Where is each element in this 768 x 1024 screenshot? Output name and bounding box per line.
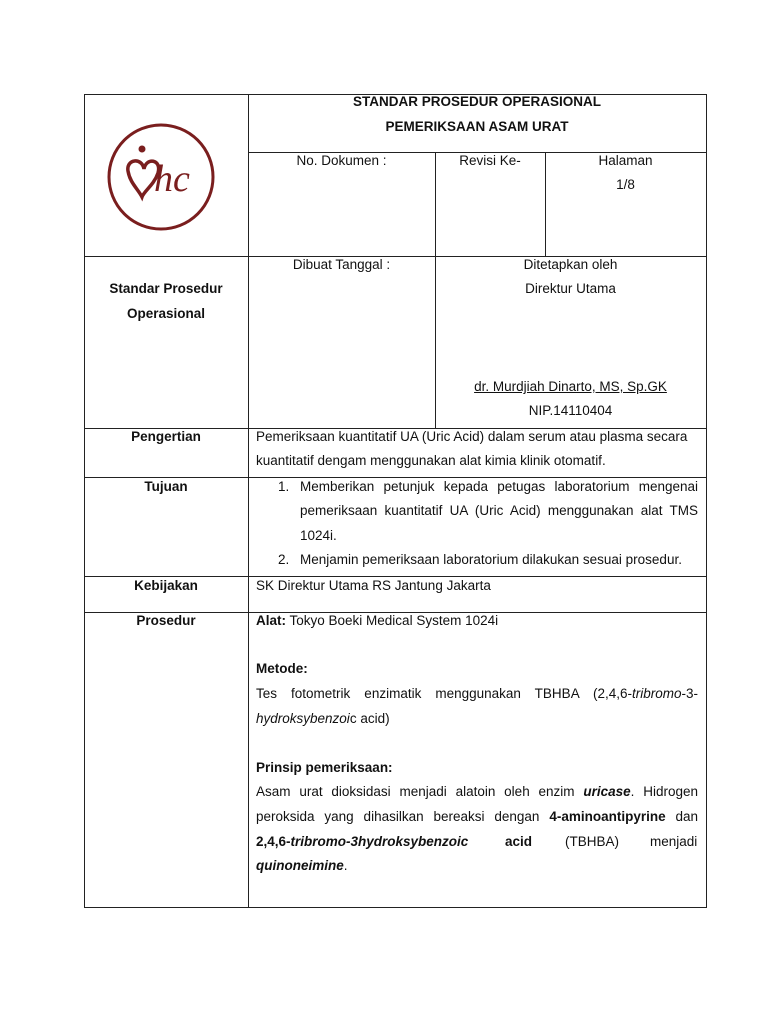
- doc-number-label: No. Dokumen :: [296, 153, 387, 168]
- metode-label: Metode:: [256, 661, 308, 676]
- prinsip-line3-menjadi: menjadi: [650, 834, 698, 849]
- kebijakan-label: Kebijakan: [134, 578, 198, 593]
- approved-by-label: Ditetapkan oleh: [523, 257, 618, 272]
- prinsip-line1: [256, 783, 698, 801]
- metode-line1-text: Tes fotometrik enzimatik menggunakan TBHBA (2,4,6-: [256, 686, 632, 701]
- prinsip-line3-acid: acid: [505, 834, 533, 849]
- kebijakan-text: SK Direktur Utama RS Jantung Jakarta: [256, 578, 491, 593]
- metode-line1: [256, 685, 698, 703]
- page-value: 1/8: [616, 177, 635, 192]
- pengertian-text-line1: Pemeriksaan kuantitatif UA (Uric Acid) dalam serum atau plasma secara: [256, 429, 688, 444]
- prinsip-line2: [256, 808, 698, 826]
- prinsip-line4-product: quinoneimine: [256, 858, 344, 873]
- prinsip-line1-c: . Hidrogen: [630, 784, 698, 799]
- alat-line: [256, 612, 498, 630]
- prinsip-line3-italic: tribromo-3hydroksybenzoic: [290, 834, 469, 849]
- tujuan-label: Tujuan: [144, 479, 188, 494]
- table-border-left: [84, 94, 85, 908]
- approver-title: Direktur Utama: [525, 281, 616, 296]
- alat-text: Tokyo Boeki Medical System 1024i: [286, 613, 499, 628]
- pengertian-label: Pengertian: [131, 429, 201, 444]
- prinsip-line3-a: [256, 833, 468, 851]
- prosedur-label: Prosedur: [136, 613, 196, 628]
- sop-title-line2: Operasional: [126, 306, 206, 321]
- alat-label: Alat:: [256, 613, 286, 628]
- revision-label: Revisi Ke-: [459, 153, 521, 168]
- tujuan-item1-line2: pemeriksaan kuantitatif UA (Uric Acid) menggunakan alat TMS: [300, 503, 698, 518]
- prinsip-label: Prinsip pemeriksaan:: [256, 760, 393, 775]
- tujuan-number-2: 2.: [278, 552, 290, 567]
- prinsip-line2-a: peroksida yang dihasilkan bereaksi dengan: [256, 809, 550, 824]
- column-divider: [248, 94, 249, 908]
- metode-line2-end: c acid): [349, 711, 390, 726]
- prinsip-line3-tbhba: (TBHBA): [565, 834, 619, 849]
- prinsip-line3-prefix: 2,4,6-: [256, 834, 291, 849]
- document-subtitle: PEMERIKSAAN ASAM URAT: [385, 119, 569, 134]
- sop-title-line1: Standar Prosedur: [109, 281, 223, 296]
- hospital-logo: [106, 119, 216, 235]
- metode-line1-italic: tribromo: [631, 686, 682, 701]
- prinsip-line4-end: .: [343, 858, 348, 873]
- metode-line2-italic: hydroksybenzoi: [256, 711, 350, 726]
- document-title: STANDAR PROSEDUR OPERASIONAL: [352, 94, 602, 109]
- table-border-right: [706, 94, 707, 908]
- signer-name: dr. Murdjiah Dinarto, MS, Sp.GK: [474, 379, 667, 394]
- prinsip-line4: [256, 857, 348, 875]
- created-date-label: Dibuat Tanggal :: [292, 257, 391, 272]
- tujuan-item2: Menjamin pemeriksaan laboratorium dilakukan sesuai prosedur.: [300, 552, 682, 567]
- table-border-bottom: [84, 907, 707, 908]
- prinsip-line2-c: dan: [665, 809, 698, 824]
- tujuan-item1-line1: Memberikan petunjuk kepada petugas laboratorium mengenai: [300, 479, 698, 494]
- prinsip-line2-compound: 4-aminoantipyrine: [549, 809, 666, 824]
- prinsip-line1-a: Asam urat dioksidasi menjadi alatoin oleh enzim: [256, 784, 584, 799]
- tujuan-number-1: 1.: [278, 479, 290, 494]
- prinsip-line1-enzyme: uricase: [583, 784, 631, 799]
- tujuan-item1-line3: 1024i.: [300, 528, 337, 543]
- logo-text: hc: [154, 158, 190, 200]
- signer-nip: NIP.14110404: [528, 403, 613, 418]
- page-label: Halaman: [598, 153, 653, 168]
- pengertian-text-line2: kuantitatif dengam menggunakan alat kimia klinik otomatif.: [256, 453, 606, 468]
- metode-line2: [256, 710, 390, 728]
- metode-line1-end: -3-: [681, 686, 698, 701]
